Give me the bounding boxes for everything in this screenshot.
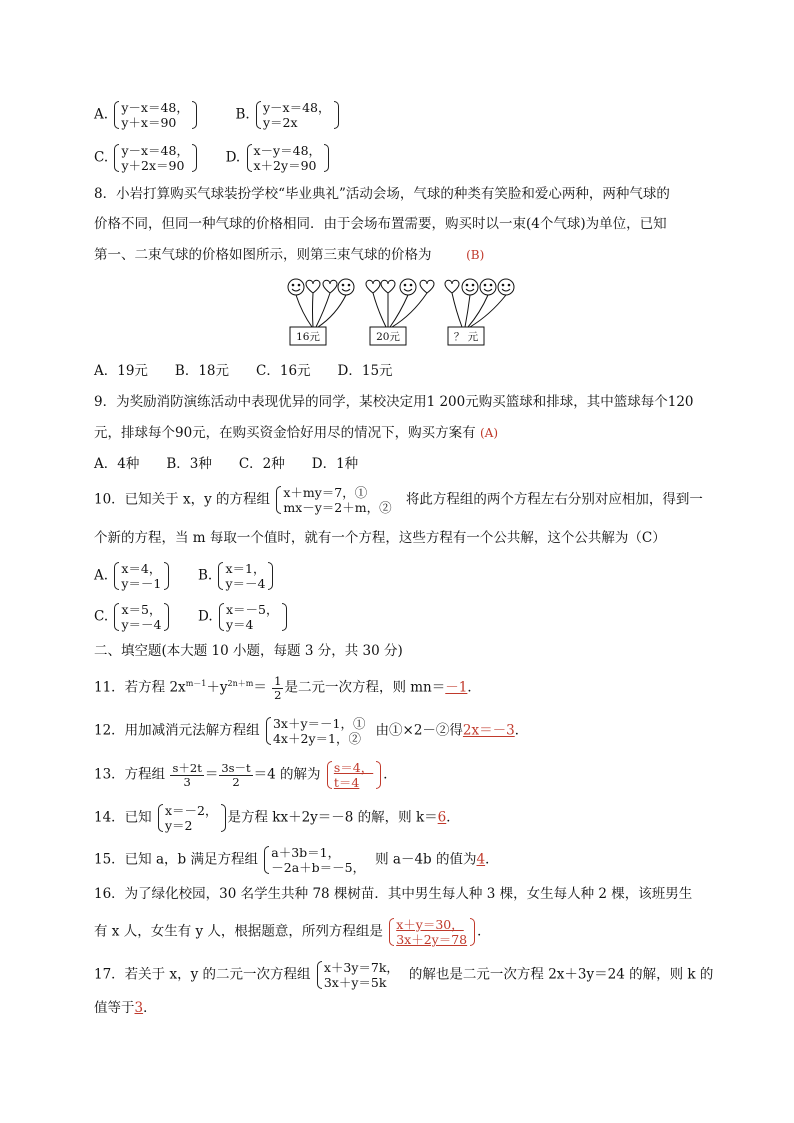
q12: 12．用加减消元法解方程组 3x＋y＝－1，① 4x＋2y＝1，② 由①×2－②得2x＝－3． (94, 716, 529, 746)
q16-line2: 有 x 人，女生有 y 人，根据题意，所列方程组是 $\frac{x+y=30,}{3x+2y=78}$ ． (94, 917, 491, 947)
q17-answer: 3 (134, 1000, 144, 1016)
q17-line1: 17．若关于 x，y 的二元一次方程组 x＋3y＝7k， 3x＋y＝5k 的解也是二元一次方程 2x＋3y＝24 的解，则 k 的 (94, 960, 714, 990)
q15-answer: 4 (476, 851, 486, 868)
q14: 14．已知 x＝－2， y＝2 是方程 kx＋2y＝－8 的解，则 k＝6． (94, 803, 460, 833)
smiley-balloon-icon (498, 279, 514, 295)
bundle-2 (366, 279, 434, 327)
q12-system: 3x＋y＝－1，① 4x＋2y＝1，② (266, 716, 374, 746)
q9-line1: 9．为奖励消防演练活动中表现优异的同学，某校决定用1 200元购买篮球和排球，其中篮球每个120 (94, 394, 694, 410)
q12-answer: 2x＝－3 (462, 722, 515, 739)
smiley-balloon-icon (400, 279, 416, 295)
balloon-bundles-svg (284, 275, 520, 349)
q8-line1: 8．小岩打算购买气球装扮学校“毕业典礼”活动会场，气球的种类有笑脸和爱心两种，两种气球的 (94, 186, 670, 202)
q7-option-d-label: D. (225, 149, 241, 166)
q13-fraction-2: $\frac{3s-t}{2}$ (221, 760, 251, 789)
heart-balloon-icon (381, 280, 395, 293)
q13-answer-system: $\frac{s=4,}{t=4}$ (327, 760, 381, 790)
q8-line2: 价格不同，但同一种气球的价格相同．由于会场布置需要，购买时以一束(4个气球)为单位，已知 (94, 216, 667, 232)
q15-system: a＋3b＝1， －2a＋b＝－5， (264, 845, 373, 875)
smiley-balloon-icon (288, 279, 304, 295)
heart-balloon-icon (306, 280, 320, 293)
price-tag-1-text: 16元 (296, 331, 320, 343)
heart-balloon-icon (420, 280, 434, 293)
q7-option-c-label: C. (94, 149, 109, 166)
heart-balloon-icon (323, 280, 337, 293)
q7-option-b-system: y－x＝48， y＝2x (256, 100, 339, 130)
bundle-3 (445, 279, 514, 327)
q8-answer: (B) (466, 248, 485, 262)
q11-answer: －1 (445, 679, 468, 696)
q10-option-b-system: x＝1， y＝－4 (218, 561, 273, 591)
heart-balloon-icon (366, 280, 380, 293)
q10-line1: 10．已知关于 x，y 的方程组 x＋my＝7，① mx－y＝2＋m，② 将此方程组的两个方程左右分别对应相加，得到一 (94, 485, 703, 515)
price-tag-2-text: 20元 (376, 331, 400, 343)
q10-options-ab: A. x＝4， y＝－1 B. x＝1， y＝－4 (94, 561, 275, 591)
price-tag-3-text: ？ 元 (453, 331, 479, 343)
q7-option-c-system: y－x＝48， y＋2x＝90 (114, 143, 197, 173)
q13-fraction-1: $\frac{s+2t}{3}$ (172, 760, 202, 789)
q10-option-d-system: x＝－5， y＝4 (219, 602, 287, 632)
q17-line2: 值等于3． (94, 1000, 157, 1016)
q16-line1: 16．为了绿化校园，30 名学生共种 78 棵树苗．其中男生每人种 3 棵，女生每人种 2 棵，该班男生 (94, 886, 693, 902)
q9-options: A．4种 B．3种 C．2种 D．1种 (94, 456, 359, 472)
q16-answer-system: $\frac{x+y=30,}{3x+2y=78}$ (389, 917, 475, 947)
smiley-balloon-icon (480, 279, 496, 295)
q14-answer: 6 (437, 809, 447, 826)
q15: 15．已知 a，b 满足方程组 a＋3b＝1， －2a＋b＝－5， 则 a－4b 的值为4． (94, 845, 499, 875)
q8-line3: 第一、二束气球的价格如图所示，则第三束气球的价格为 (B) (94, 247, 485, 263)
q10-line2: 个新的方程，当 m 每取一个值时，就有一个方程，这些方程有一个公共解，这个公共解为（C） (94, 530, 666, 546)
q7-option-a-label: A. (94, 106, 109, 123)
heart-balloon-icon (445, 280, 459, 293)
q11: 11．若方程 $2x^{m-1}+y^{2n+m}=$ $\frac{1}{2}$ 是二元一次方程，则 mn＝－1． (94, 673, 481, 702)
q7-options-ab (94, 100, 341, 130)
section-2-heading: 二、填空题(本大题 10 小题，每题 3 分，共 30 分) (94, 643, 403, 659)
q10-option-c-system: x＝5， y＝－4 (114, 602, 169, 632)
q7-option-b-label: B. (235, 106, 250, 123)
q10-option-a-system: x＝4， y＝－1 (114, 561, 169, 591)
q7-option-d-system: x－y＝48， x＋2y＝90 (247, 143, 330, 173)
q7-options-cd (94, 143, 331, 173)
smiley-balloon-icon (338, 279, 354, 295)
q17-system: x＋3y＝7k， 3x＋y＝5k (317, 960, 407, 990)
q8-options: A．19元 B．18元 C．16元 D．15元 (94, 363, 393, 379)
bundle-1 (288, 279, 354, 327)
balloon-figure (284, 275, 520, 349)
q9-line2: 元，排球每个90元，在购买资金恰好用尽的情况下，购买方案有 (A) (94, 425, 499, 441)
q7-option-a-system: y－x＝48， y＋x＝90 (114, 100, 197, 130)
q10-system: x＋my＝7，① mx－y＝2＋m，② (276, 485, 399, 515)
q10-options-cd: C. x＝5， y＝－4 D. x＝－5， y＝4 (94, 602, 289, 632)
q13: 13．方程组 $\frac{s+2t}{3}$ ＝ $\frac{3s-t}{2}$ ＝4 的解为 $\frac{s=4,}{t=4}$ ． (94, 760, 397, 790)
smiley-balloon-icon (462, 279, 478, 295)
q11-fraction: $\frac{1}{2}$ (274, 673, 282, 702)
q9-answer: (A) (479, 426, 499, 440)
q14-system: x＝－2， y＝2 (158, 803, 226, 833)
